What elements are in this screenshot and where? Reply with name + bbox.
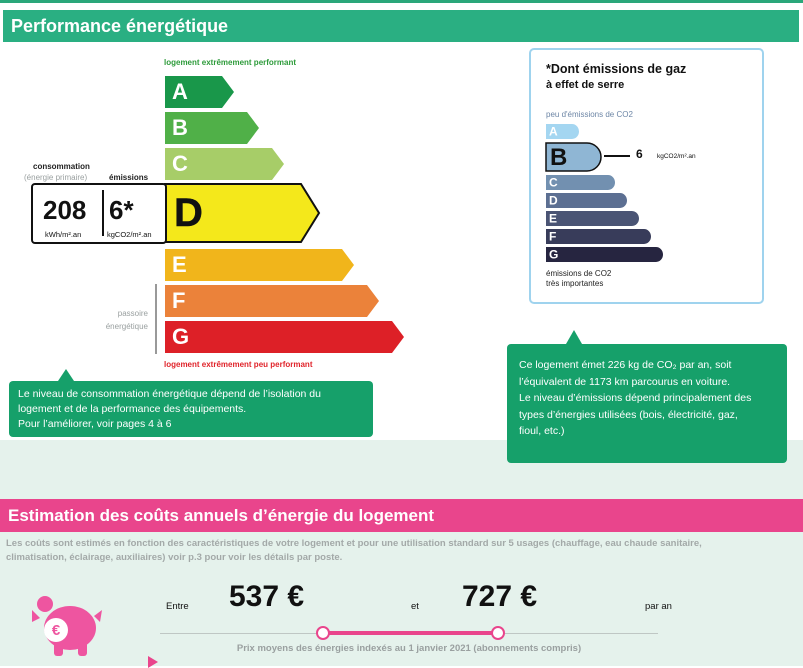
range-min-handle [316, 626, 330, 640]
range-max-handle [491, 626, 505, 640]
bubble-left-line2: logement et de la performance des équipements. [18, 403, 247, 415]
bubble-right [507, 344, 787, 463]
bubble-left-pointer [58, 369, 74, 381]
bubble-left-line1: Le niveau de consommation énergétique dépend de l’isolation du [18, 388, 321, 400]
ges-class-letter: A [549, 124, 558, 139]
dpe-class-letter: A [172, 79, 188, 104]
bubble-left-line3: Pour l’améliorer, voir pages 4 à 6 [18, 418, 172, 430]
passoire-line1: passoire [117, 309, 148, 318]
costs-description [6, 537, 801, 565]
dpe-class-c [164, 147, 304, 181]
dpe-value-box [31, 183, 167, 244]
dpe-class-letter: E [172, 252, 187, 277]
ges-class-f [545, 228, 663, 245]
consumption-label: consommation [33, 162, 90, 171]
passoire-bracket [155, 284, 157, 354]
emissions-value: 6* [109, 195, 134, 225]
ges-class-g [545, 246, 675, 263]
consumption-sub: (énergie primaire) [24, 173, 88, 182]
ges-bottom-label-line2: très importantes [546, 279, 604, 288]
costs-desc-line2: climatisation, éclairage, auxiliaires) voir p.3 pour voir les détails par poste. [6, 552, 343, 563]
dpe-class-a [164, 75, 254, 109]
range-fill [323, 631, 499, 635]
costs-et: et [411, 601, 419, 612]
ges-class-e [545, 210, 651, 227]
prices-note: Prix moyens des énergies indexés au 1 janvier 2021 (abonnements compris) [236, 643, 582, 654]
piggy-bank-icon [26, 590, 106, 660]
costs-desc-line1: Les coûts sont estimés en fonction des caractéristiques de votre logement et pour une utilisation standard sur 5 usages (chauffage, eau chaude sanitaire, [6, 538, 702, 549]
ges-title-line2: à effet de serre [546, 79, 625, 91]
section-title-costs: Estimation des coûts annuels d’énergie du logement [0, 499, 803, 532]
cost-max: 727 € [462, 580, 538, 613]
bubble-right-line4: types d’énergies utilisées (bois, électricité, gaz, [519, 408, 738, 421]
dpe-class-e [164, 248, 374, 282]
cost-min: 537 € [229, 580, 305, 613]
bubble-left [9, 381, 373, 437]
bubble-right-line2: l’équivalent de 1173 km parcourus en voiture. [519, 375, 731, 388]
dpe-class-letter: G [172, 324, 190, 349]
bubble-right-line3: Le niveau d’émissions dépend principalement des [519, 392, 752, 404]
emissions-label: émissions [109, 173, 149, 182]
costs-entre: Entre [166, 601, 189, 612]
value-divider [102, 190, 104, 236]
dpe-class-b [164, 111, 279, 145]
ges-class-letter: B [550, 144, 568, 171]
dpe-class-letter: D [174, 191, 203, 235]
ges-class-letter: F [549, 229, 557, 244]
ges-class-letter: G [549, 247, 559, 262]
ges-value-line [604, 155, 630, 157]
bottom-pink-marker [148, 656, 158, 668]
section-title-performance: Performance énergétique [3, 10, 799, 42]
dpe-bottom-label: logement extrêmement peu performant [164, 360, 313, 369]
bubble-right-line5: fioul, etc.) [519, 425, 565, 437]
ges-class-letter: D [549, 193, 558, 208]
ges-class-c [545, 174, 627, 191]
top-accent-line [0, 0, 803, 3]
passoire-line2: énergétique [105, 322, 148, 331]
dpe-class-letter: B [172, 115, 188, 140]
ges-class-a [545, 123, 591, 140]
bubble-right-line1: Ce logement émet 226 kg de CO₂ par an, soit [519, 359, 732, 371]
dpe-class-d [164, 183, 339, 243]
emissions-unit: kgCO2/m².an [107, 230, 152, 239]
dpe-class-letter: F [172, 288, 186, 313]
consumption-value: 208 [43, 195, 87, 225]
ges-class-letter: E [549, 211, 558, 226]
costs-per: par an [645, 601, 672, 612]
ges-class-d [545, 192, 639, 209]
ges-class-b [545, 142, 613, 172]
bubble-right-pointer [566, 330, 582, 344]
ges-unit: kgCO2/m².an [657, 153, 696, 160]
ges-top-label: peu d'émissions de CO2 [546, 110, 633, 119]
euro-symbol: € [51, 622, 61, 639]
dpe-class-g [164, 320, 424, 354]
ges-class-letter: C [549, 175, 558, 190]
dpe-class-letter: C [172, 151, 188, 176]
dpe-top-label: logement extrêmement performant [164, 58, 297, 67]
ges-bottom-label-line1: émissions de CO2 [546, 269, 612, 278]
consumption-unit: kWh/m².an [45, 230, 82, 239]
ges-title-line1: *Dont émissions de gaz [546, 62, 687, 76]
ges-value: 6 [636, 147, 643, 161]
dpe-class-f [164, 284, 399, 318]
